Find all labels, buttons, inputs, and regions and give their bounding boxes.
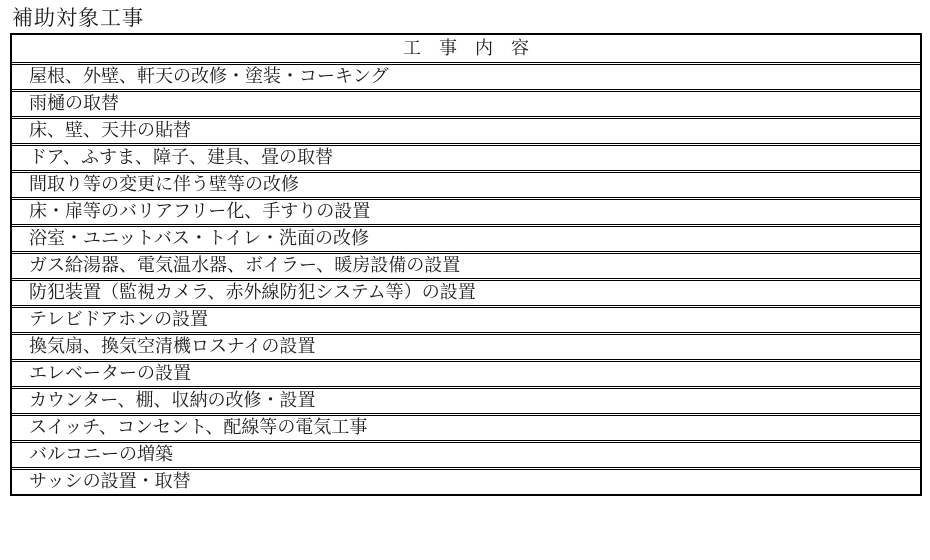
row-text: 床・扉等のバリアフリー化、手すりの設置 xyxy=(29,201,371,222)
table-row xyxy=(12,386,920,413)
table-row xyxy=(12,278,920,305)
table-row xyxy=(12,224,920,251)
table-header-row xyxy=(12,35,920,62)
row-text: バルコニーの増築 xyxy=(29,444,173,465)
row-text: 間取り等の変更に伴う壁等の改修 xyxy=(29,174,299,195)
table-row xyxy=(12,62,920,89)
table-row xyxy=(12,305,920,332)
row-text: ドア、ふすま、障子、建具、畳の取替 xyxy=(29,147,334,168)
row-text: エレベーターの設置 xyxy=(29,363,191,384)
table-row xyxy=(12,89,920,116)
row-text: テレビドアホンの設置 xyxy=(29,309,209,330)
row-text: 屋根、外壁、軒天の改修・塗装・コーキング xyxy=(29,66,389,87)
page-title: 補助対象工事 xyxy=(12,6,144,30)
row-text: カウンター、棚、収納の改修・設置 xyxy=(29,390,316,411)
table-row xyxy=(12,197,920,224)
row-text: 換気扇、換気空清機ロスナイの設置 xyxy=(29,336,316,357)
table-row xyxy=(12,251,920,278)
table-header-label: 工 事 内 容 xyxy=(403,37,529,59)
table-row xyxy=(12,143,920,170)
table-row xyxy=(12,413,920,440)
row-text: 浴室・ユニットバス・トイレ・洗面の改修 xyxy=(29,228,370,249)
row-text: ガス給湯器、電気温水器、ボイラー、暖房設備の設置 xyxy=(29,255,461,276)
row-text: サッシの設置・取替 xyxy=(29,471,191,492)
table-row xyxy=(12,467,920,494)
work-content-table xyxy=(10,33,922,496)
table-row xyxy=(12,170,920,197)
row-text: 床、壁、天井の貼替 xyxy=(29,120,191,141)
table-row xyxy=(12,116,920,143)
table-row xyxy=(12,332,920,359)
row-text: スイッチ、コンセント、配線等の電気工事 xyxy=(29,417,368,438)
row-text: 雨樋の取替 xyxy=(29,93,119,114)
row-text: 防犯装置（監視カメラ、赤外線防犯システム等）の設置 xyxy=(29,282,476,303)
table-row xyxy=(12,359,920,386)
table-row xyxy=(12,440,920,467)
